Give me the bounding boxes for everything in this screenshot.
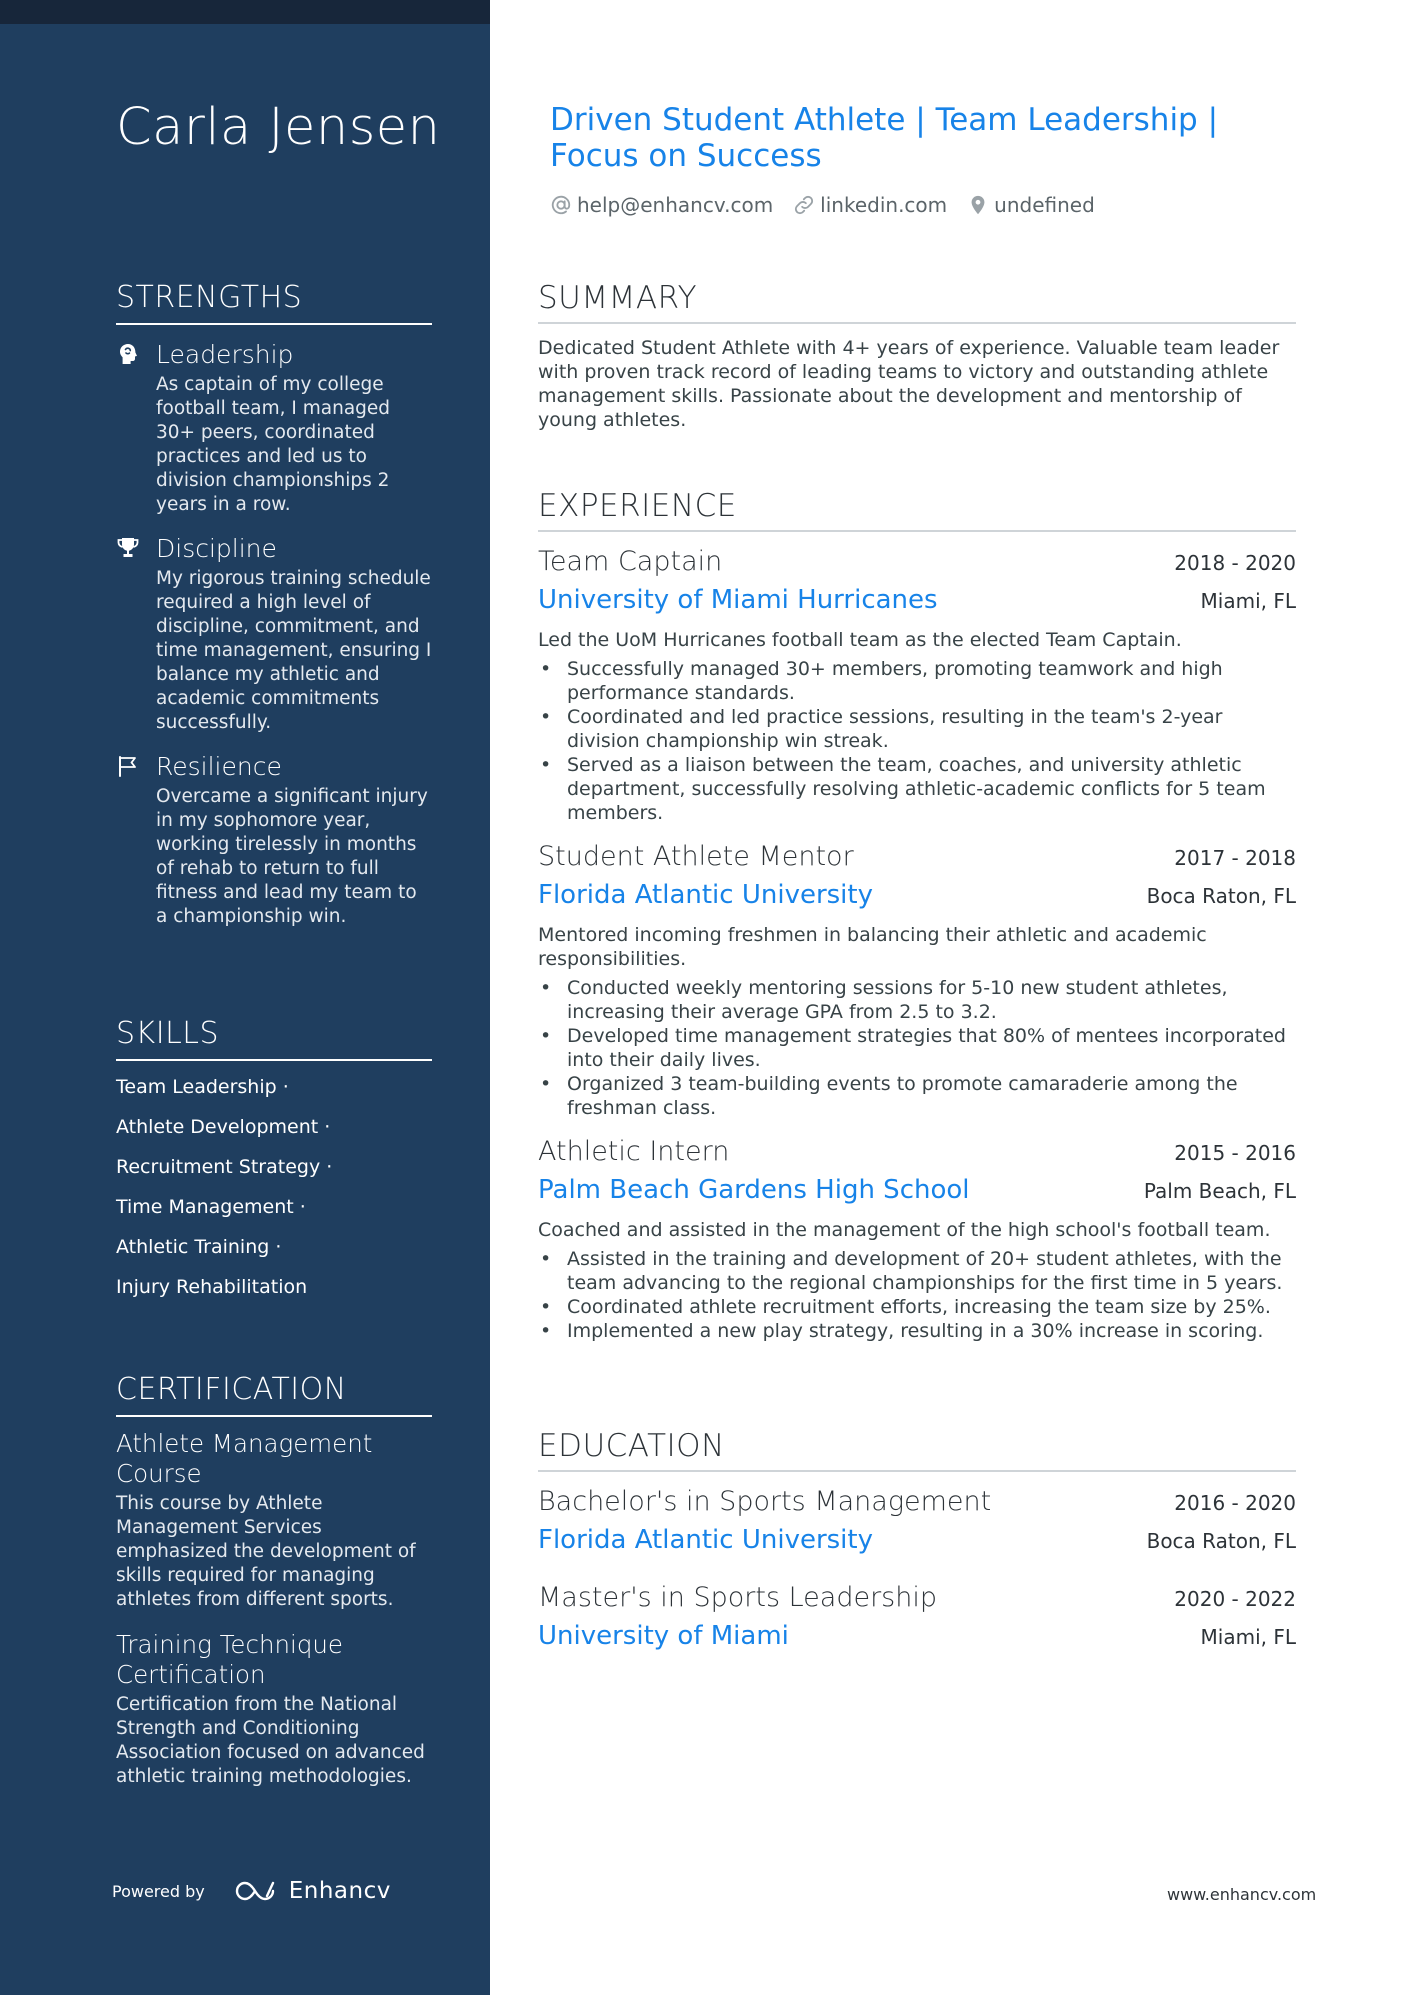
strengths-title: STRENGTHS xyxy=(116,280,432,325)
job-description: Mentored incoming freshmen in balancing their athletic and academic responsibilities. xyxy=(538,924,1207,970)
candidate-name: Carla Jensen xyxy=(116,98,441,157)
education-section xyxy=(538,1428,1296,1656)
job-location: Boca Raton, FL xyxy=(1146,884,1296,908)
strength-title: Leadership xyxy=(156,340,294,369)
certification-name: Athlete Management Course xyxy=(116,1429,373,1488)
job-description: Led the UoM Hurricanes football team as the elected Team Captain. xyxy=(538,629,1182,651)
education-school: University of Miami xyxy=(538,1621,789,1651)
strength-item xyxy=(116,531,432,735)
job-bullet: • Conducted weekly mentoring sessions for 5-10 new student athletes, increasing their average GPA from 2.5 to 3.2. xyxy=(538,976,1296,1024)
job-description: Coached and assisted in the management of the high school's football team. xyxy=(538,1219,1271,1241)
resume-headline: Driven Student Athlete | Team Leadership | Focus on Success xyxy=(550,102,1219,174)
job-bullet: • Coordinated and led practice sessions, resulting in the team's 2-year division championship win streak. xyxy=(538,705,1296,753)
at-icon xyxy=(550,194,572,216)
powered-by-label: Powered by xyxy=(112,1881,205,1901)
contact-row xyxy=(550,193,1115,217)
footer-website-link[interactable]: www.enhancv.com xyxy=(1167,1885,1317,1904)
job-bullet: • Assisted in the training and development of 20+ student athletes, with the team advancing to the regional championships for the first time in 5 years. xyxy=(538,1247,1296,1295)
job-entry xyxy=(538,1134,1296,1343)
experience-title: EXPERIENCE xyxy=(538,488,1296,532)
job-bullet: • Served as a liaison between the team, coaches, and university athletic department, successfully resolving athletic-academic conflicts for 5 team members. xyxy=(538,753,1296,825)
education-location: Boca Raton, FL xyxy=(1146,1529,1296,1553)
skill-item: Recruitment Strategy · xyxy=(116,1156,333,1178)
job-bullet: • Coordinated athlete recruitment efforts, increasing the team size by 25%. xyxy=(538,1295,1296,1319)
job-title: Student Athlete Mentor xyxy=(538,841,854,872)
skill-item: Team Leadership · xyxy=(116,1076,289,1098)
job-bullets xyxy=(538,976,1296,1120)
education-title: EDUCATION xyxy=(538,1428,1296,1472)
contact-location-text: undefined xyxy=(994,193,1095,217)
certification-section xyxy=(116,1372,432,1789)
strength-description: As captain of my college football team, I managed 30+ peers, coordinated practices and led us to division championships 2 years in a row. xyxy=(156,374,391,515)
contact-email-text: help@enhancv.com xyxy=(577,193,774,217)
contact-linkedin-text: linkedin.com xyxy=(820,193,948,217)
sidebar xyxy=(0,0,490,1995)
certification-description: This course by Athlete Management Services emphasized the development of skills required for managing athletes from different sports. xyxy=(116,1493,416,1610)
skill-item: Injury Rehabilitation xyxy=(116,1276,308,1298)
job-entry xyxy=(538,839,1296,1120)
job-organization: Palm Beach Gardens High School xyxy=(538,1175,970,1205)
experience-section xyxy=(538,488,1296,1343)
job-bullet: • Successfully managed 30+ members, promoting teamwork and high performance standards. xyxy=(538,657,1296,705)
education-dates: 2016 - 2020 xyxy=(1174,1491,1296,1515)
job-bullet: • Organized 3 team-building events to promote camaraderie among the freshman class. xyxy=(538,1072,1296,1120)
summary-title: SUMMARY xyxy=(538,280,1296,324)
strength-item xyxy=(116,337,432,517)
education-entry xyxy=(538,1580,1296,1656)
job-title: Athletic Intern xyxy=(538,1136,730,1167)
education-entry xyxy=(538,1484,1296,1560)
certification-description: Certification from the National Strength and Conditioning Association focused on advanced athletic training methodologies. xyxy=(116,1694,425,1787)
strength-description: Overcame a significant injury in my sophomore year, working tirelessly in months of rehab to return to full fitness and lead my team to a championship win. xyxy=(156,786,428,927)
education-dates: 2020 - 2022 xyxy=(1174,1587,1296,1611)
strength-description: My rigorous training schedule required a high level of discipline, commitment, and time management, ensuring I balance my athletic and academic commitments successfully. xyxy=(156,568,432,733)
skill-item: Athletic Training · xyxy=(116,1236,282,1258)
powered-by-brand: Enhancv xyxy=(288,1878,391,1904)
trophy-icon xyxy=(116,536,140,560)
strength-title: Discipline xyxy=(156,534,277,563)
powered-by xyxy=(112,1878,391,1904)
education-degree: Master's in Sports Leadership xyxy=(538,1582,938,1613)
skills-title: SKILLS xyxy=(116,1016,432,1061)
contact-email[interactable] xyxy=(550,193,773,217)
skill-item: Time Management · xyxy=(116,1196,306,1218)
education-school: Florida Atlantic University xyxy=(538,1525,873,1555)
skills-section xyxy=(116,1016,432,1299)
job-bullets xyxy=(538,657,1296,825)
job-location: Palm Beach, FL xyxy=(1143,1179,1296,1203)
summary-section xyxy=(538,280,1296,432)
brain-head-icon xyxy=(116,342,140,366)
strengths-section xyxy=(116,280,432,929)
job-location: Miami, FL xyxy=(1200,589,1296,613)
education-degree: Bachelor's in Sports Management xyxy=(538,1486,992,1517)
sidebar-top-bar xyxy=(0,0,490,24)
summary-text: Dedicated Student Athlete with 4+ years of experience. Valuable team leader with proven track record of leading teams to victory and outstanding athlete management skills. Passionate about the development and mentorship of young athletes. xyxy=(538,337,1280,431)
enhancv-logo-icon xyxy=(231,1878,279,1904)
strength-item xyxy=(116,749,432,929)
job-bullet: • Implemented a new play strategy, resulting in a 30% increase in scoring. xyxy=(538,1319,1296,1343)
education-location: Miami, FL xyxy=(1200,1625,1296,1649)
skill-item: Athlete Development · xyxy=(116,1116,331,1138)
job-bullet: • Developed time management strategies that 80% of mentees incorporated into their daily lives. xyxy=(538,1024,1296,1072)
job-entry xyxy=(538,544,1296,825)
contact-linkedin[interactable] xyxy=(793,193,947,217)
job-dates: 2017 - 2018 xyxy=(1174,846,1296,870)
job-dates: 2018 - 2020 xyxy=(1174,551,1296,575)
job-organization: University of Miami Hurricanes xyxy=(538,585,938,615)
contact-location xyxy=(967,193,1095,217)
certification-title: CERTIFICATION xyxy=(116,1372,432,1417)
flag-icon xyxy=(116,754,140,778)
certification-name: Training Technique Certification xyxy=(116,1630,343,1689)
job-organization: Florida Atlantic University xyxy=(538,880,873,910)
link-icon xyxy=(793,194,815,216)
job-dates: 2015 - 2016 xyxy=(1174,1141,1296,1165)
strength-title: Resilience xyxy=(156,752,282,781)
job-title: Team Captain xyxy=(538,546,723,577)
certification-item xyxy=(116,1630,432,1789)
job-bullets xyxy=(538,1247,1296,1343)
certification-item xyxy=(116,1429,432,1612)
location-pin-icon xyxy=(967,194,989,216)
